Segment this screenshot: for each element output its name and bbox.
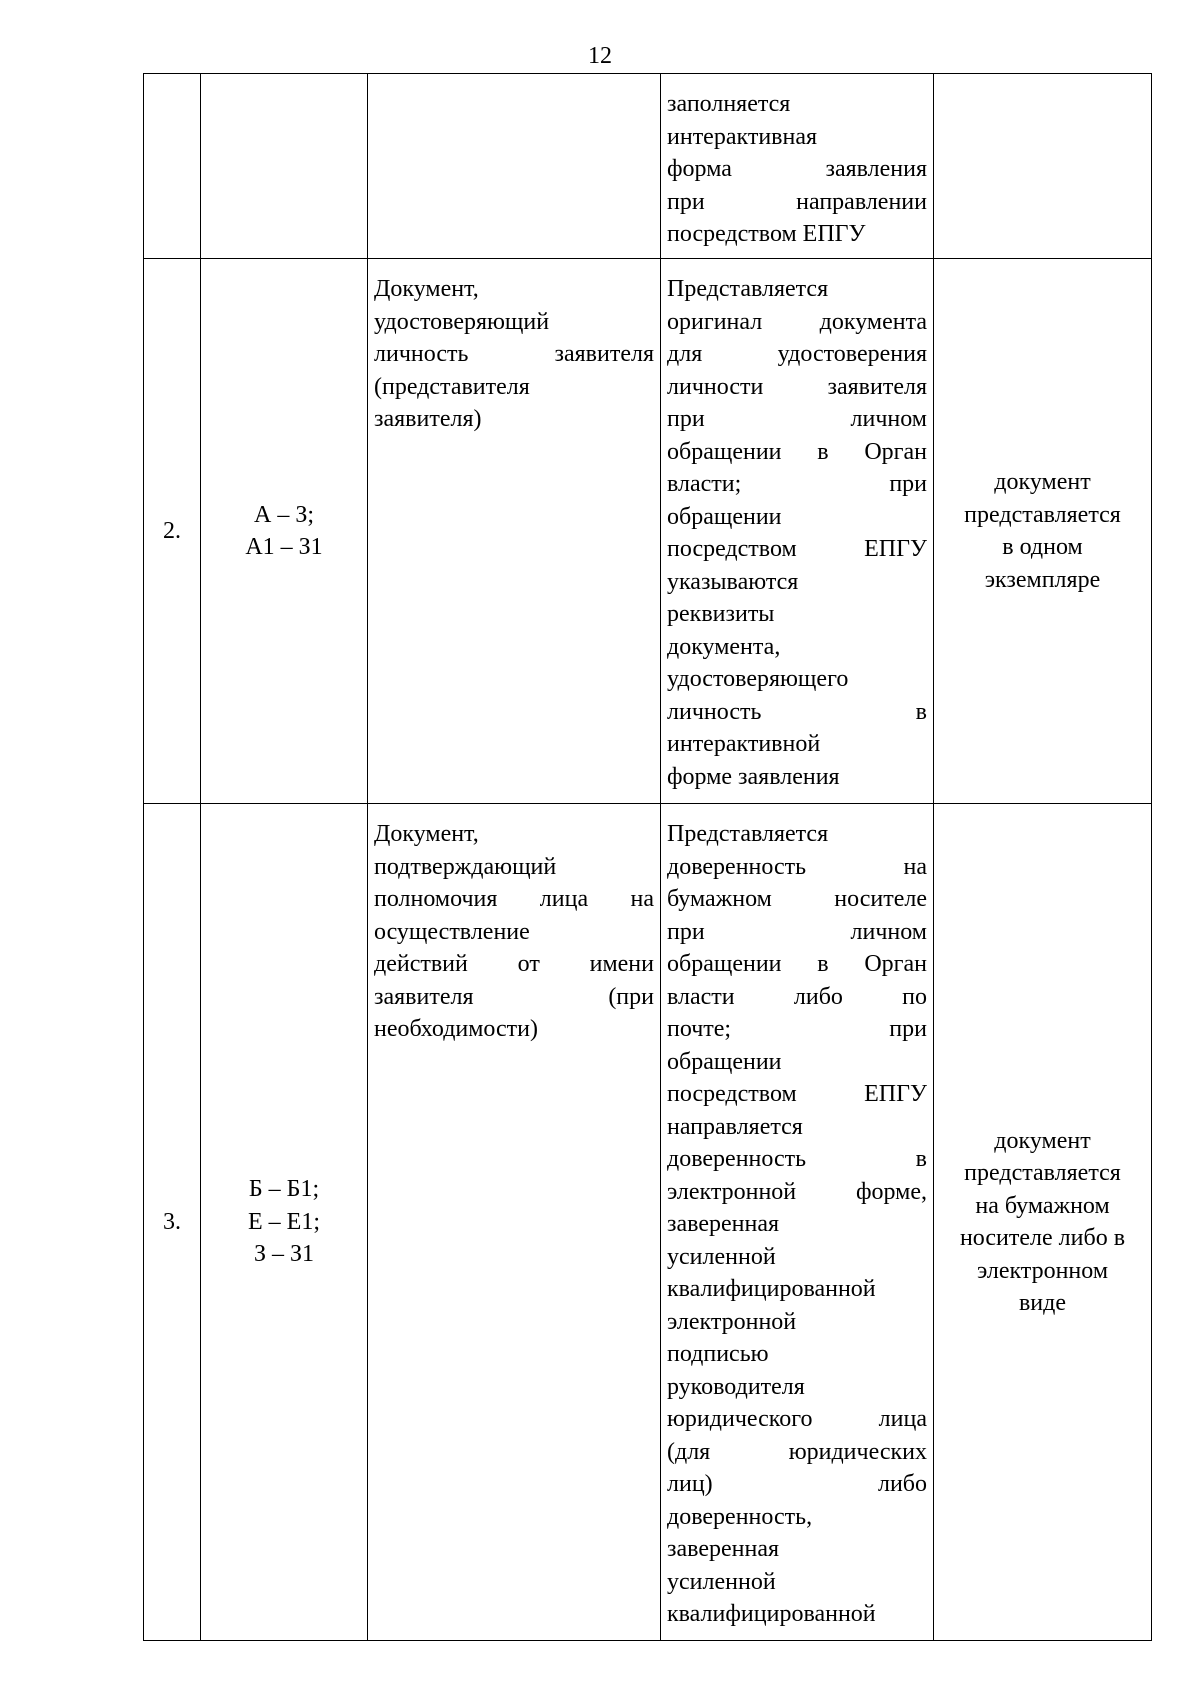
description-line: при личном — [667, 406, 927, 432]
document-line: удостоверяющий — [374, 308, 550, 335]
document-line: Документ, — [374, 276, 479, 302]
note-line: документ — [994, 1127, 1091, 1154]
row-number-cell — [144, 259, 201, 804]
description-line: удостоверяющего — [667, 666, 849, 692]
page-number: 12 — [588, 43, 612, 69]
description-line: документа, — [667, 633, 781, 660]
description-line: обращении в Орган — [667, 438, 927, 465]
description-line: обращении — [667, 503, 782, 530]
description-line: при направлении — [667, 188, 927, 215]
document-line: заявителя (при — [374, 983, 654, 1010]
table-row — [144, 259, 1152, 804]
description-line: указываются — [667, 568, 799, 595]
table-row — [144, 74, 1152, 259]
codes-line: Б – Б1; — [248, 1176, 320, 1203]
description-line: реквизиты — [667, 601, 775, 627]
document-name-cell — [368, 74, 661, 259]
description-line: власти либо по — [667, 983, 927, 1010]
row-number-cell — [144, 804, 201, 1641]
codes-line: А1 – З1 — [245, 534, 323, 560]
note-line: экземпляре — [984, 566, 1101, 593]
note-line: представляется — [964, 1160, 1121, 1186]
description-line: оригинал документа — [667, 308, 927, 335]
description-line: форма заявления — [667, 156, 927, 182]
description-line: Представляется — [667, 276, 829, 302]
description-line: квалифицированной — [667, 1276, 876, 1302]
applicant-codes-cell — [201, 804, 368, 1641]
applicant-codes-cell — [201, 74, 368, 259]
note-line: на бумажном — [975, 1192, 1110, 1219]
document-line: подтверждающий — [374, 853, 557, 880]
description-line: заверенная — [667, 1536, 780, 1562]
note-line: виде — [1018, 1290, 1067, 1316]
table-row — [144, 804, 1152, 1641]
description-line: доверенность, — [667, 1503, 813, 1530]
document-description-cell — [661, 259, 934, 804]
description-line: для удостоверения — [667, 341, 927, 367]
description-line: посредством ЕПГУ — [667, 1081, 927, 1107]
description-line: власти; при — [667, 471, 927, 497]
description-line: интерактивной — [667, 731, 821, 757]
document-line: заявителя) — [374, 406, 482, 432]
document-description-cell — [661, 74, 934, 259]
document-line: (представителя — [374, 373, 530, 400]
description-line: личность в — [667, 698, 927, 725]
description-line: заверенная — [667, 1211, 780, 1237]
description-line: лиц) либо — [667, 1471, 927, 1497]
description-line: усиленной — [667, 1568, 776, 1595]
description-line: доверенность на — [667, 853, 927, 880]
document-line: полномочия лица на — [374, 886, 654, 912]
note-line: носителе либо в — [959, 1225, 1126, 1251]
description-line: усиленной — [667, 1243, 776, 1270]
codes-line: Е – Е1; — [248, 1208, 320, 1235]
document-note-cell — [934, 804, 1152, 1641]
applicant-codes-cell — [201, 259, 368, 804]
description-line: электронной — [667, 1308, 797, 1335]
document-line: Документ, — [374, 821, 479, 847]
row-number: 3. — [163, 1208, 181, 1235]
document-note-cell — [934, 259, 1152, 804]
description-line: обращении — [667, 1048, 782, 1075]
document-description-cell — [661, 804, 934, 1641]
document-line: личность заявителя — [374, 341, 654, 367]
row-number-cell — [144, 74, 201, 259]
row-number: 2. — [163, 517, 181, 544]
description-line: форме заявления — [667, 763, 840, 790]
description-line: почте; при — [667, 1016, 927, 1042]
description-line: при личном — [667, 918, 927, 945]
description-line: юридического лица — [667, 1406, 927, 1432]
document-name-cell — [368, 804, 661, 1641]
description-line: обращении в Орган — [667, 951, 927, 977]
note-line: в одном — [1002, 534, 1083, 560]
description-line: заполняется — [667, 91, 791, 117]
description-line: доверенность в — [667, 1146, 927, 1172]
document-line: необходимости) — [374, 1016, 539, 1042]
description-line: посредством ЕПГУ — [667, 221, 866, 247]
description-line: руководителя — [667, 1373, 805, 1400]
description-line: направляется — [667, 1113, 803, 1140]
documents-table — [143, 73, 1152, 1641]
description-line: бумажном носителе — [667, 886, 927, 912]
description-line: квалифицированной — [667, 1601, 876, 1627]
document-note-cell — [934, 74, 1152, 259]
description-line: личности заявителя — [667, 373, 927, 400]
description-line: электронной форме, — [667, 1178, 927, 1205]
note-line: электронном — [976, 1257, 1109, 1284]
document-name-cell — [368, 259, 661, 804]
note-line: документ — [994, 469, 1091, 495]
description-line: (для юридических — [667, 1438, 927, 1465]
description-line: интерактивная — [667, 123, 818, 150]
description-line: посредством ЕПГУ — [667, 536, 927, 562]
document-line: действий от имени — [374, 951, 654, 977]
codes-line: А – З; — [253, 501, 315, 528]
note-line: представляется — [964, 501, 1121, 528]
document-line: осуществление — [374, 918, 530, 945]
description-line: подписью — [667, 1341, 769, 1367]
codes-line: З – З1 — [253, 1241, 315, 1268]
description-line: Представляется — [667, 821, 829, 847]
